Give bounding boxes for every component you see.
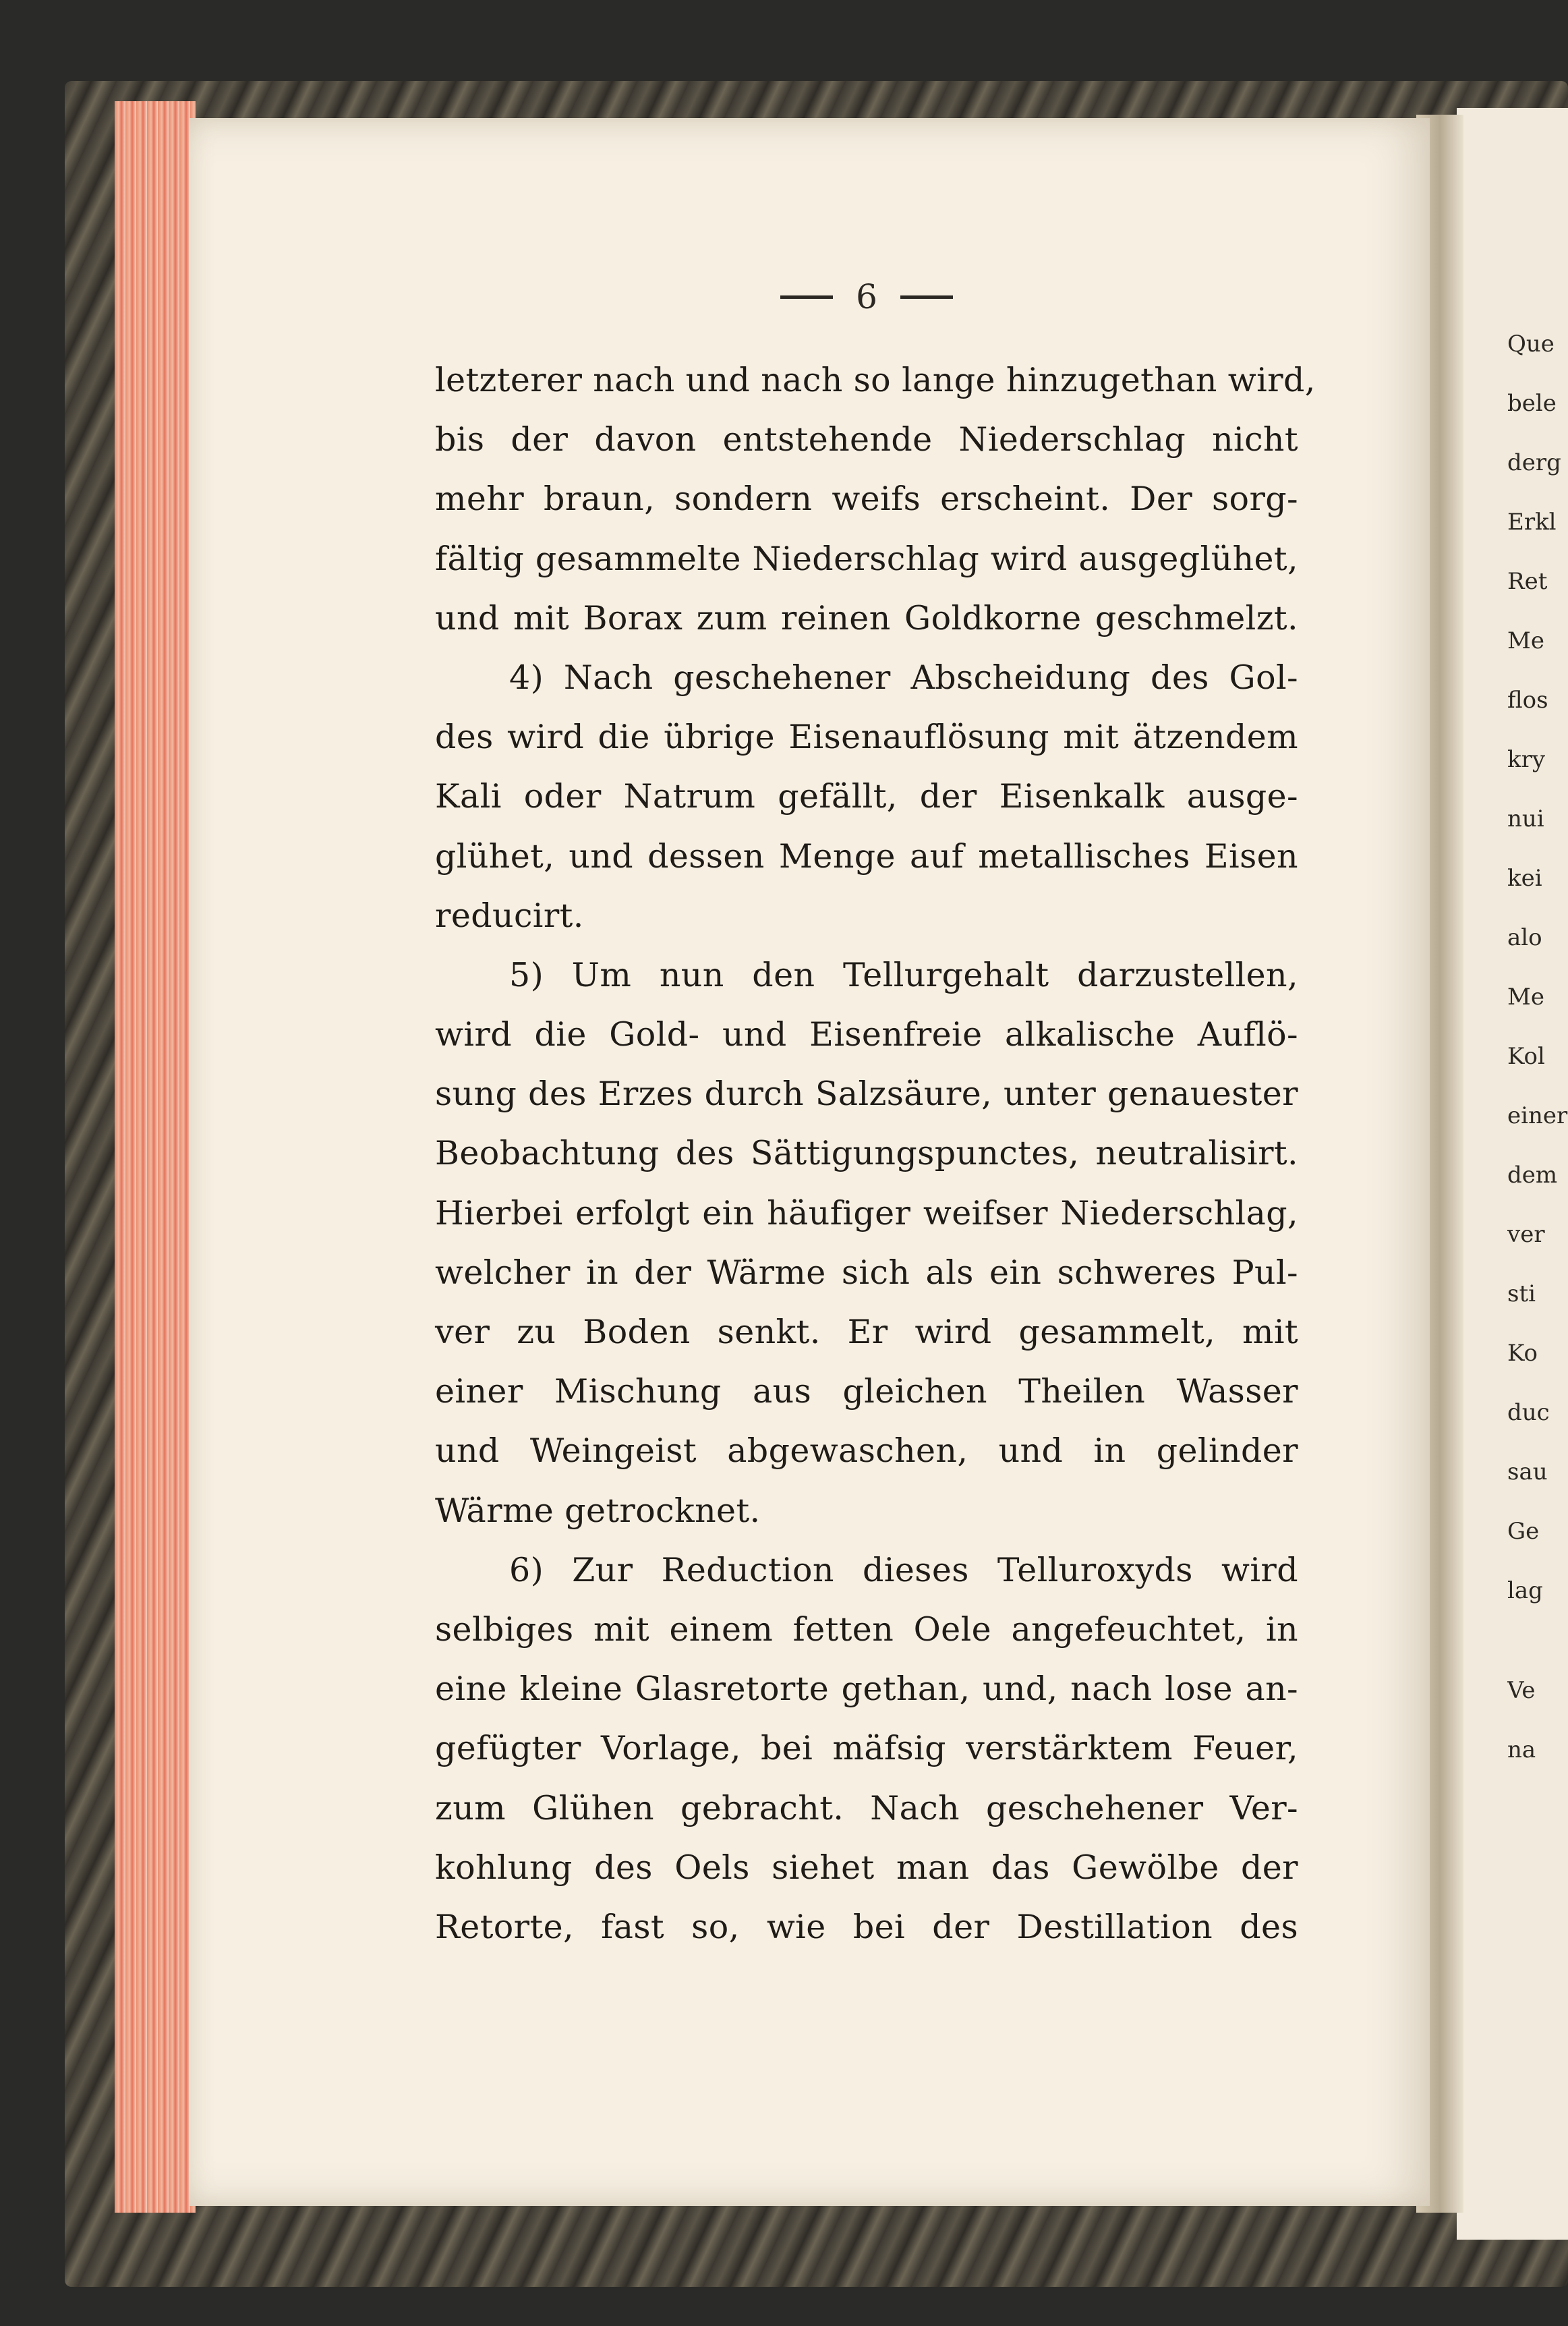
text-line: sung des Erzes durch Salzsäure, unter genauester (435, 1075, 1298, 1114)
adjacent-page-fragment: einer (1507, 1102, 1568, 1129)
text-line: bis der davon entstehende Niederschlag nicht (435, 420, 1298, 459)
text-line: Kali oder Natrum gefällt, der Eisenkalk ausge- (435, 777, 1298, 816)
adjacent-page-fragment: Kol (1507, 1043, 1545, 1070)
text-line: ver zu Boden senkt. Er wird gesammelt, mit (435, 1313, 1298, 1351)
text-line: wird die Gold- und Eisenfreie alkalische Auflö- (435, 1015, 1298, 1054)
red-page-edges (115, 101, 196, 2213)
text-line: selbiges mit einem fetten Oele angefeuchtet, in (435, 1610, 1298, 1649)
adjacent-page-fragment: Ret (1507, 568, 1548, 595)
adjacent-page-fragment: Que (1507, 331, 1555, 358)
adjacent-page-fragment: bele (1507, 390, 1557, 417)
text-line: einer Mischung aus gleichen Theilen Wasser (435, 1372, 1298, 1411)
page-header (749, 273, 985, 320)
text-line: welcher in der Wärme sich als ein schweres Pul- (435, 1253, 1298, 1292)
adjacent-page-fragment: duc (1507, 1399, 1550, 1426)
text-line: fältig gesammelte Niederschlag wird ausgeglühet, (435, 539, 1298, 578)
text-line: eine kleine Glasretorte gethan, und, nach lose an- (435, 1670, 1298, 1709)
text-line: Retorte, fast so, wie bei der Destillation des (435, 1907, 1298, 1946)
header-dash-right (900, 295, 953, 299)
adjacent-page-fragment: Ge (1507, 1518, 1540, 1545)
text-line: 5) Um nun den Tellurgehalt darzustellen, (509, 955, 1298, 994)
adjacent-page-fragment: na (1507, 1736, 1536, 1763)
text-line: zum Glühen gebracht. Nach geschehener Ver- (435, 1788, 1298, 1827)
text-line: glühet, und dessen Menge auf metallisches Eisen (435, 836, 1298, 876)
text-line: letzterer nach und nach so lange hinzugethan wird, (435, 361, 1316, 399)
adjacent-page-fragment: derg (1507, 449, 1561, 476)
adjacent-page-fragment: dem (1507, 1162, 1558, 1189)
text-line: des wird die übrige Eisenauflösung mit ätzendem (435, 718, 1298, 757)
text-line: gefügter Vorlage, bei mäfsig verstärktem Feuer, (435, 1729, 1298, 1768)
text-line: 6) Zur Reduction dieses Telluroxyds wird (509, 1550, 1298, 1589)
adjacent-page-fragment: kry (1507, 746, 1546, 773)
text-line: mehr braun, sondern weifs erscheint. Der sorg- (435, 480, 1298, 519)
text-line: Wärme getrocknet. (435, 1491, 761, 1530)
adjacent-page-fragment: sti (1507, 1280, 1536, 1307)
text-line: Beobachtung des Sättigungspunctes, neutralisirt. (435, 1134, 1298, 1173)
text-line: und Weingeist abgewaschen, und in gelinder (435, 1431, 1298, 1471)
adjacent-page-fragment: flos (1507, 687, 1548, 714)
body-text (435, 351, 1316, 1957)
adjacent-page-fragment: kei (1507, 865, 1542, 892)
header-dash-left (780, 295, 833, 299)
adjacent-page-fragment: Me (1507, 984, 1544, 1011)
adjacent-page-fragment: nui (1507, 805, 1544, 832)
text-line: reducirt. (435, 896, 584, 935)
text-line: Hierbei erfolgt ein häufiger weifser Niederschlag, (435, 1193, 1298, 1232)
text-line: kohlung des Oels siehet man das Gewölbe der (435, 1848, 1298, 1887)
adjacent-page-fragment: Ko (1507, 1340, 1538, 1367)
text-line: 4) Nach geschehener Abscheidung des Gol- (509, 658, 1298, 697)
text-line: und mit Borax zum reinen Goldkorne geschmelzt. (435, 598, 1298, 637)
adjacent-page-fragment: Me (1507, 627, 1544, 654)
adjacent-page-fragment: Ve (1507, 1677, 1536, 1704)
adjacent-page-fragment: lag (1507, 1577, 1543, 1604)
adjacent-page-fragment: ver (1507, 1221, 1545, 1248)
page-number: 6 (856, 277, 877, 316)
adjacent-page-fragment: Erkl (1507, 509, 1557, 536)
adjacent-page-fragment: alo (1507, 924, 1542, 951)
adjacent-page-fragment: sau (1507, 1458, 1548, 1485)
